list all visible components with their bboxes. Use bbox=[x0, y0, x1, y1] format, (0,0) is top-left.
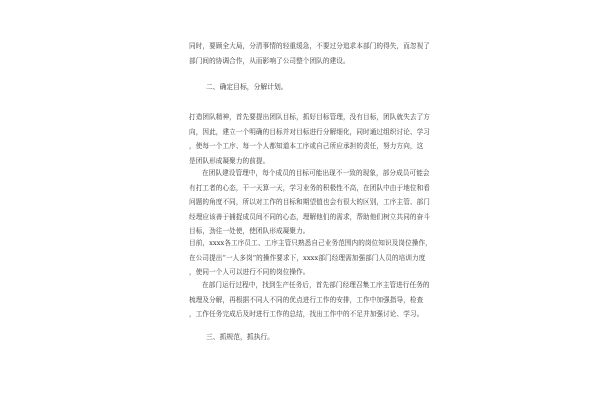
paragraph-multi-post bbox=[189, 236, 432, 280]
section-heading-2: 二、确定目标，分解计划。 bbox=[206, 83, 288, 91]
paragraph-member-goals bbox=[189, 166, 430, 239]
text-line: 在公司提出“一人多岗”的操作要求下，xxxx部门经理需加强部门人员的培训力度 bbox=[189, 253, 426, 262]
text-line: 目标，劲往一处使，使团队形成凝聚力。 bbox=[189, 227, 310, 236]
section-heading-3: 三、抓规范，抓执行。 bbox=[206, 333, 274, 341]
text-line: ，使同一个人可以进行不同的岗位操作。 bbox=[189, 268, 310, 277]
text-line: 同时，要顾全大局，分清事情的轻重缓急，不要过分追求本部门的得失，而忽视了 bbox=[189, 42, 430, 50]
text-line: 是团队形成凝聚力的前提。 bbox=[189, 156, 270, 165]
text-line: 在部门运行过程中，找到生产任务后，首先部门经理召集工序主管进行任务的 bbox=[202, 281, 430, 289]
paragraph-team-goals bbox=[189, 110, 430, 168]
text-line: 在团队建设管理中，每个成员的目标可能出现不一致的现象，部分成员可能会 bbox=[202, 169, 430, 177]
text-line: 经理应该善于捕捉成员间不同的心态，理解他们的需求，帮助他们树立共同的奋斗 bbox=[189, 212, 430, 221]
text-line: 梳理及分解，再根据不同人不同的优点进行工作的安排，工作中加强指导，检查 bbox=[189, 295, 424, 304]
text-line: 打造团队精神，首先要提出团队目标，抓好目标管理，没有目标，团队就失去了方 bbox=[189, 113, 430, 121]
text-line: ，使每一个工序、每一个人都知道本工序或自己所应承担的责任，努力方向，这 bbox=[189, 142, 424, 151]
text-line: 向，因此，建立一个明确的目标并对目标进行分解细化，同时通过组织讨论、学习 bbox=[189, 127, 430, 136]
paragraph-teamwork bbox=[189, 39, 430, 68]
paragraph-task-process bbox=[189, 278, 430, 322]
text-line: ，工作任务完成后及时进行工作的总结，找出工作中的不足并加强讨论、学习。 bbox=[189, 310, 424, 319]
text-line: 目前，xxxx各工序员工、工序主管只熟悉自己业务范围内的岗位知识及岗位操作， bbox=[189, 239, 432, 247]
text-line: 问题的角度不同，所以对工作的目标和期望值也会有很大的区别，工序主管、部门 bbox=[189, 198, 430, 207]
text-line: 部门间的协调合作，从而影响了公司整个团队的建设。 bbox=[189, 56, 350, 65]
text-line: 有打工者的心态，干一天算一天，学习业务的积极性不高，在团队中由于地位和看 bbox=[189, 183, 430, 192]
